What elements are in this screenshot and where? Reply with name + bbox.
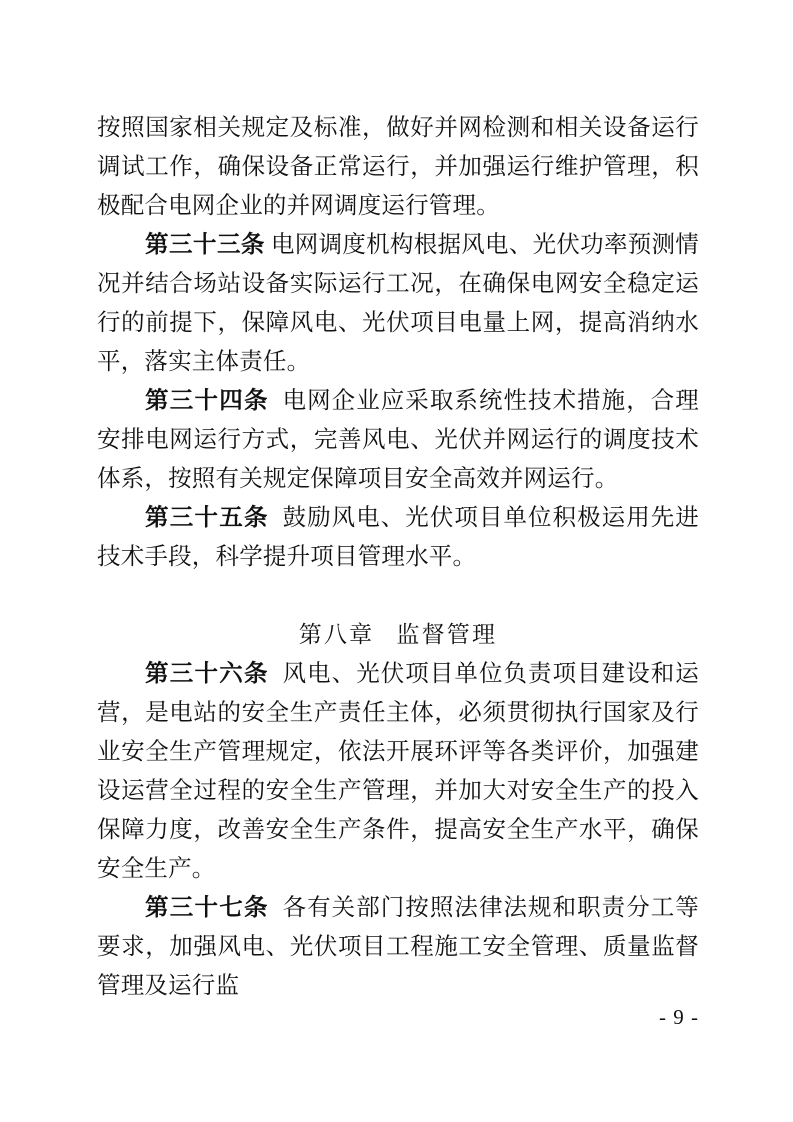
article-34-text: 电网企业应采取系统性技术措施，合理安排电网运行方式，完善风电、光伏并网运行的调度技术体系，按照有关规定保障项目安全高效并网运行。 [97,387,700,491]
paragraph-continuation: 按照国家相关规定及标准，做好并网检测和相关设备运行调试工作，确保设备正常运行，并加强运行维护管理，积极配合电网企业的并网调度运行管理。 [97,114,699,218]
page-number: - 9 - [659,1005,699,1029]
article-33 [97,225,699,381]
article-36 [97,654,699,888]
article-37 [97,888,699,1005]
article-36-text: 风电、光伏项目单位负责项目建设和运营，是电站的安全生产责任主体，必须贯彻执行国家及行业安全生产管理规定，依法开展环评等各类评价，加强建设运营全过程的安全生产管理，并加大对安全生产的投入保障力度，改善安全生产条件，提高安全生产水平，确保安全生产。 [97,660,700,881]
chapter-title: 监督管理 [396,621,498,647]
spacer-before-chapter [97,576,699,615]
article-37-text: 各有关部门按照法律法规和职责分工等要求，加强风电、光伏项目工程施工安全管理、质量监督管理及运行监 [97,894,700,998]
article-33-text: 电网调度机构根据风电、光伏功率预测情况并结合场站设备实际运行工况，在确保电网安全稳定运行的前提下，保障风电、光伏项目电量上网，提高消纳水平，落实主体责任。 [97,231,700,374]
article-35 [97,498,699,576]
article-36-label: 第三十六条 [145,660,269,686]
chapter-heading [97,615,699,654]
article-35-label: 第三十五条 [145,504,269,530]
article-35-text: 鼓励风电、光伏项目单位积极运用先进技术手段，科学提升项目管理水平。 [97,504,700,569]
article-33-label: 第三十三条 [145,231,265,257]
article-34-label: 第三十四条 [145,387,269,413]
chapter-number-label: 第八章 [298,621,375,647]
document-body-column [97,108,699,1005]
article-37-label: 第三十七条 [145,894,269,920]
article-34 [97,381,699,498]
